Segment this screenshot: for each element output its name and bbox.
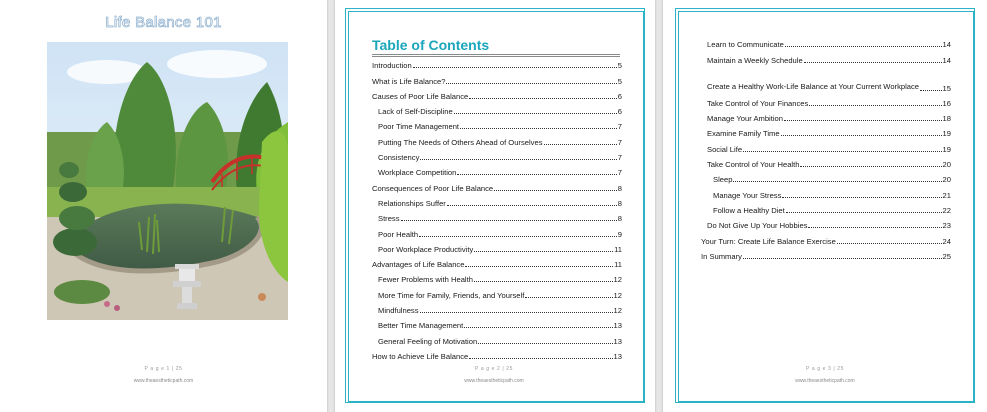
toc-entry-page: 12 [613, 275, 622, 285]
toc-entry-page: 23 [942, 221, 951, 231]
toc-entry-title: Workplace Competition [378, 168, 457, 178]
toc-entry[interactable] [372, 147, 622, 162]
toc-list-page2 [372, 55, 622, 361]
toc-entry-page: 13 [613, 336, 622, 346]
footer-page-number: P a g e 1 | 25 [144, 366, 183, 372]
toc-entry-title: Consequences of Poor Life Balance [372, 183, 494, 193]
toc-list-page3 [701, 34, 951, 261]
toc-entry[interactable] [372, 223, 622, 238]
toc-entry-page: 12 [613, 290, 622, 300]
toc-dot-leader [837, 243, 942, 244]
toc-entry[interactable] [701, 49, 951, 64]
toc-dot-leader [454, 113, 617, 114]
toc-entry-title: Causes of Poor Life Balance [372, 91, 469, 101]
footer-page-number: P a g e 2 | 25 [475, 366, 513, 372]
toc-entry[interactable] [372, 300, 622, 315]
toc-entry[interactable] [701, 34, 951, 49]
garden-pond-photo [47, 42, 288, 320]
toc-entry[interactable] [372, 346, 622, 361]
toc-entry-title: Manage Your Stress [713, 190, 782, 200]
toc-entry[interactable] [372, 70, 622, 85]
toc-entry-page: 25 [942, 251, 951, 261]
toc-dot-leader [743, 151, 942, 152]
toc-entry-title: Do Not Give Up Your Hobbies [707, 221, 808, 231]
toc-entry-page: 16 [942, 98, 951, 108]
toc-entry-page: 13 [613, 321, 622, 331]
toc-entry-title: Relationships Suffer [378, 198, 446, 208]
toc-dot-leader [782, 197, 941, 198]
toc-entry-title: General Feeling of Motivation [378, 336, 478, 346]
toc-dot-leader [401, 220, 617, 221]
toc-entry[interactable] [372, 177, 622, 192]
toc-entry-page: 7 [617, 153, 622, 163]
toc-entry[interactable] [701, 230, 951, 245]
toc-dot-leader [809, 105, 941, 106]
toc-entry-title: Stress [378, 214, 400, 224]
toc-entry-page: 18 [942, 114, 951, 124]
toc-entry[interactable] [701, 184, 951, 199]
toc-entry-title: How to Achieve Life Balance [372, 351, 469, 361]
toc-entry-page: 7 [617, 122, 622, 132]
toc-dot-leader [413, 67, 617, 68]
toc-dot-leader [494, 190, 617, 191]
toc-entry[interactable] [372, 269, 622, 284]
toc-entry-page: 7 [617, 168, 622, 178]
toc-entry-title: Create a Healthy Work-Life Balance at Your Current Workplace [707, 81, 920, 91]
toc-entry-title: Introduction [372, 61, 412, 71]
toc-entry-title: Sleep [713, 175, 733, 185]
toc-entry-page: 6 [617, 91, 622, 101]
toc-entry[interactable] [701, 108, 951, 123]
toc-dot-leader [474, 281, 613, 282]
toc-entry[interactable] [701, 138, 951, 153]
toc-entry-page: 22 [942, 205, 951, 215]
toc-dot-leader [419, 236, 617, 237]
toc-entry-title: Learn to Communicate [707, 40, 784, 50]
toc-entry[interactable] [701, 65, 951, 93]
toc-entry-page: 15 [942, 83, 951, 93]
toc-entry-title: Advantages of Life Balance [372, 260, 465, 270]
toc-entry-page: 8 [617, 183, 622, 193]
toc-page-1 [335, 0, 655, 412]
toc-entry-page: 6 [617, 107, 622, 117]
toc-entry[interactable] [701, 154, 951, 169]
footer-page-number: P a g e 3 | 25 [806, 366, 844, 372]
toc-entry[interactable] [701, 246, 951, 261]
toc-entry-title: Mindfulness [378, 306, 419, 316]
footer-website: www.theaestheticpath.com [795, 378, 855, 384]
toc-entry[interactable] [372, 193, 622, 208]
toc-entry-title: More Time for Family, Friends, and Yourself [378, 290, 525, 300]
toc-entry-title: Consistency [378, 153, 420, 163]
toc-heading: Table of Contents [372, 37, 490, 53]
toc-entry-page: 11 [614, 260, 622, 270]
toc-entry-title: Social Life [707, 144, 743, 154]
toc-dot-leader [465, 266, 613, 267]
toc-dot-leader [743, 258, 942, 259]
toc-dot-leader [469, 98, 617, 99]
toc-entry[interactable] [372, 116, 622, 131]
toc-entry[interactable] [372, 254, 622, 269]
toc-entry[interactable] [372, 239, 622, 254]
toc-entry[interactable] [372, 131, 622, 146]
toc-entry[interactable] [372, 315, 622, 330]
toc-entry[interactable] [372, 101, 622, 116]
toc-entry-title: Manage Your Ambition [707, 114, 783, 124]
toc-dot-leader [469, 358, 612, 359]
toc-entry[interactable] [701, 169, 951, 184]
toc-dot-leader [525, 297, 612, 298]
toc-dot-leader [478, 343, 612, 344]
toc-dot-leader [804, 62, 942, 63]
toc-dot-leader [447, 205, 617, 206]
toc-dot-leader [544, 144, 617, 145]
toc-page-2 [663, 0, 987, 412]
toc-entry-title: Poor Time Management [378, 122, 460, 132]
toc-dot-leader [464, 327, 612, 328]
toc-entry[interactable] [372, 330, 622, 345]
toc-dot-leader [460, 128, 617, 129]
toc-entry-page: 14 [942, 40, 951, 50]
toc-entry-page: 11 [614, 244, 622, 254]
toc-entry[interactable] [701, 200, 951, 215]
toc-entry-title: Fewer Problems with Health [378, 275, 473, 285]
toc-entry-page: 8 [617, 198, 622, 208]
toc-dot-leader [420, 159, 616, 160]
toc-entry-title: Examine Family Time [707, 129, 780, 139]
toc-entry-page: 20 [942, 160, 951, 170]
toc-entry[interactable] [372, 284, 622, 299]
toc-entry-title: Poor Workplace Productivity [378, 244, 474, 254]
toc-entry-page: 14 [942, 55, 951, 65]
toc-entry-title: Maintain a Weekly Schedule [707, 55, 803, 65]
toc-dot-leader [781, 135, 942, 136]
toc-dot-leader [920, 90, 942, 91]
toc-entry[interactable] [701, 215, 951, 230]
toc-entry-page: 9 [617, 229, 622, 239]
toc-entry-page: 5 [617, 76, 622, 86]
toc-dot-leader [784, 120, 942, 121]
toc-entry-page: 24 [942, 236, 951, 246]
toc-entry[interactable] [701, 93, 951, 108]
toc-entry-page: 13 [613, 351, 622, 361]
footer-website: www.theaestheticpath.com [133, 378, 194, 384]
toc-entry-title: Take Control of Your Health [707, 160, 800, 170]
toc-dot-leader [808, 227, 941, 228]
toc-entry-page: 20 [942, 175, 951, 185]
toc-entry-page: 7 [617, 137, 622, 147]
toc-entry-title: Putting The Needs of Others Ahead of Ourselves [378, 137, 543, 147]
toc-dot-leader [446, 83, 616, 84]
toc-entry[interactable] [372, 162, 622, 177]
toc-entry[interactable] [372, 208, 622, 223]
toc-entry-page: 19 [942, 129, 951, 139]
toc-entry-page: 21 [942, 190, 951, 200]
toc-dot-leader [474, 251, 613, 252]
cover-page [0, 0, 327, 412]
toc-entry-page: 19 [942, 144, 951, 154]
toc-entry[interactable] [372, 55, 622, 70]
toc-dot-leader [733, 181, 941, 182]
cover-title: Life Balance 101 [105, 14, 222, 31]
toc-entry-title: Better Time Management [378, 321, 464, 331]
toc-entry-page: 12 [613, 306, 622, 316]
toc-entry-title: What is Life Balance? [372, 76, 446, 86]
toc-entry-title: Your Turn: Create Life Balance Exercise [701, 236, 836, 246]
toc-dot-leader [800, 166, 941, 167]
toc-entry[interactable] [701, 123, 951, 138]
toc-dot-leader [457, 174, 616, 175]
toc-dot-leader [420, 312, 613, 313]
toc-entry-title: In Summary [701, 251, 742, 261]
footer-website: www.theaestheticpath.com [464, 378, 524, 384]
toc-entry[interactable] [372, 86, 622, 101]
toc-entry-title: Take Control of Your Finances [707, 98, 809, 108]
toc-entry-title: Poor Health [378, 229, 419, 239]
toc-dot-leader [786, 212, 942, 213]
toc-entry-page: 8 [617, 214, 622, 224]
toc-entry-page: 5 [617, 61, 622, 71]
toc-entry-title: Lack of Self-Discipline [378, 107, 453, 117]
toc-entry-title: Follow a Healthy Diet [713, 205, 785, 215]
toc-dot-leader [785, 46, 942, 47]
